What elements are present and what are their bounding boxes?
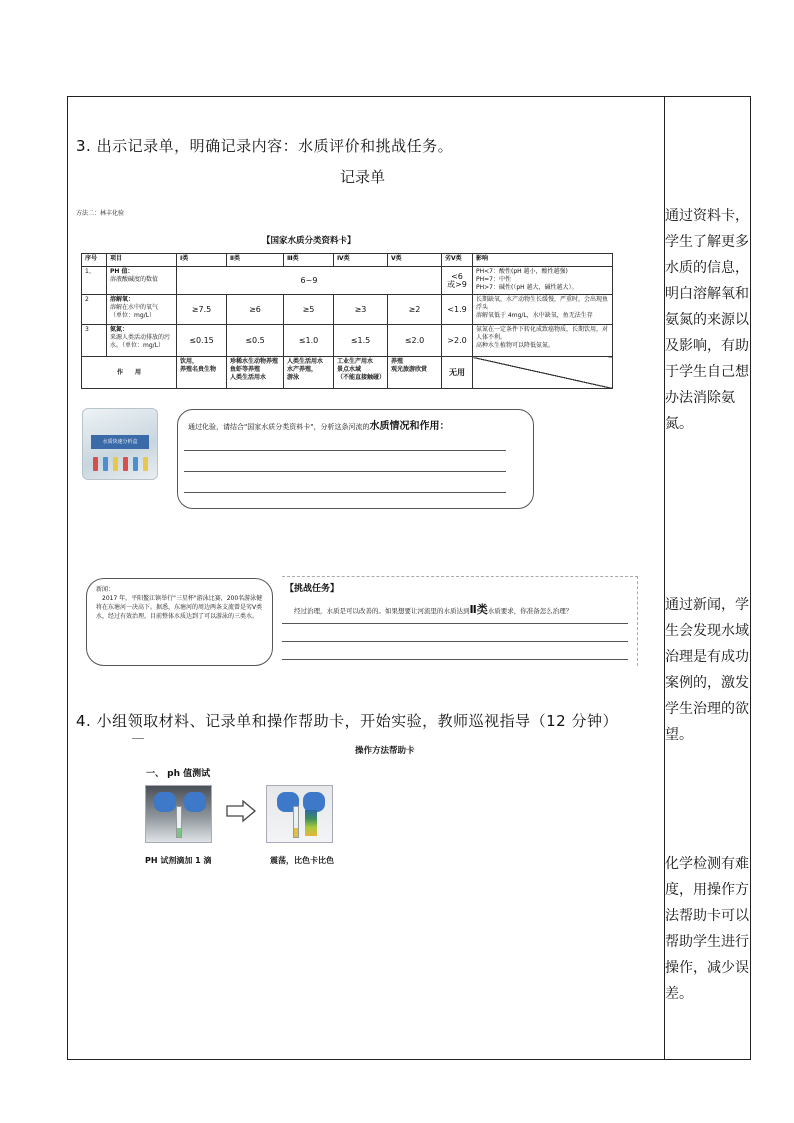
use-cell: 人类生活用水 水产养殖， 游泳	[284, 357, 334, 389]
item-desc: 来源人类活动排放的污水。（单位：mg/L）	[110, 334, 171, 349]
kit-vial	[93, 457, 98, 471]
kit-vial	[113, 457, 118, 471]
uses-label: 作 用	[82, 357, 177, 389]
value-cell: ≥2	[388, 295, 442, 325]
help-card-title: 操作方法帮助卡	[355, 746, 415, 756]
item-cell	[107, 267, 177, 295]
use-cell: 工业生产用水 景点水域 （不能直接触碰）	[334, 357, 388, 389]
method-note: 方法二：林丰化验	[76, 210, 125, 217]
header-cell: 劣Ⅴ类	[442, 254, 473, 267]
value-cell: ≥6	[227, 295, 284, 325]
side-note-news: 通过新闻，学生会发现水域治理是有成功案例的，激发学生治理的欲望。	[665, 597, 749, 743]
header-cell: Ⅲ类	[284, 254, 334, 267]
challenge-title: 【挑战任务】	[285, 584, 340, 594]
caption-shake-compare: 震荡，比色卡比色	[270, 856, 334, 865]
row-number: 1、	[82, 267, 107, 295]
step-4-heading: 4. 小组领取材料、记录单和操作帮助卡，开始实验，教师巡视指导（12 分钟）	[76, 712, 618, 730]
header-cell: Ⅴ类	[388, 254, 442, 267]
inferior-use-cell: 无用	[442, 357, 473, 389]
value-cell: ≤1.0	[284, 325, 334, 357]
standard-card-title: 【国家水质分类资料卡】	[262, 236, 356, 246]
header-cell: 影响	[473, 254, 613, 267]
table-row-ph	[82, 267, 613, 295]
table-header-row	[82, 254, 613, 267]
record-sheet-title: 记录单	[340, 168, 386, 186]
effect-cell: 氨氮在一定条件下转化成致癌物质，长期饮用，对人体不利。 高种水生植物可以降低氨氮。	[473, 325, 613, 357]
value-cell: ≥7.5	[177, 295, 227, 325]
step-3-heading: 3. 出示记录单，明确记录内容：水质评价和挑战任务。	[76, 137, 454, 155]
item-name: 氨氮：	[110, 326, 129, 333]
value-cell: ≥5	[284, 295, 334, 325]
header-cell: 序号	[82, 254, 107, 267]
dash-mark	[132, 738, 144, 739]
header-cell: Ⅱ类	[227, 254, 284, 267]
test-kit-image	[82, 408, 158, 480]
header-cell: 项目	[107, 254, 177, 267]
ph-test-heading: 一、 ph 值测试	[146, 769, 211, 779]
answer-line[interactable]	[184, 471, 506, 472]
use-cell: 养殖 观光旅游欣赏	[388, 357, 442, 389]
answer-line[interactable]	[184, 450, 506, 451]
analysis-emphasis: 水质情况和作用：	[369, 421, 450, 432]
answer-line[interactable]	[282, 659, 628, 660]
item-desc: 溶液酸碱度的数值	[110, 276, 159, 283]
challenge-prompt: 经过治理，水质是可以改善的。如果想要让河流里的水质达到Ⅱ类水质要求，你准备怎么治理？	[294, 603, 573, 616]
item-cell	[107, 325, 177, 357]
answer-line[interactable]	[184, 492, 506, 493]
kit-label: 水质快速分析盒	[91, 435, 149, 449]
inferior-cell: <1.9	[442, 295, 473, 325]
header-cell: Ⅳ类	[334, 254, 388, 267]
challenge-emphasis: Ⅱ类	[469, 603, 488, 616]
caption-add-reagent: PH 试剂滴加 1 滴	[145, 856, 212, 865]
kit-vial	[143, 457, 148, 471]
item-cell	[107, 295, 177, 325]
analysis-prompt: 通过化验，请结合"国家水质分类资料卡"，分析这条河流的水质情况和作用：	[188, 421, 450, 432]
challenge-box	[282, 576, 638, 666]
ph-range-cell: 6~9	[177, 267, 442, 295]
kit-vial	[133, 457, 138, 471]
answer-line[interactable]	[282, 623, 628, 624]
row-number: 2	[82, 295, 107, 325]
inferior-cell: >2.0	[442, 325, 473, 357]
item-name: PH 值：	[110, 268, 134, 275]
header-cell: Ⅰ类	[177, 254, 227, 267]
value-cell: ≥3	[334, 295, 388, 325]
empty-diagonal-cell	[473, 357, 613, 389]
kit-vial	[123, 457, 128, 471]
table-row-uses	[82, 357, 613, 389]
answer-line[interactable]	[282, 641, 628, 642]
kit-vial	[103, 457, 108, 471]
row-number: 3	[82, 325, 107, 357]
side-note-info-card: 通过资料卡，学生了解更多水质的信息，明白溶解氧和氨氮的来源以及影响，有助于学生自己想办法消除氨氮。	[665, 208, 749, 432]
item-desc: 溶解在水中的氧气 （单位：mg/L）	[110, 304, 159, 319]
table-row-oxygen	[82, 295, 613, 325]
use-cell: 珍稀水生动物养殖 鱼虾等养殖 人类生活用水	[227, 357, 284, 389]
use-cell: 饮用， 养殖名贵生物	[177, 357, 227, 389]
value-cell: ≤0.15	[177, 325, 227, 357]
effect-cell: PH<7：酸性(pH 越小，酸性越强) PH=7：中性 PH>7：碱性(（pH 越大，碱性越大）。	[473, 267, 613, 295]
value-cell: ≤2.0	[388, 325, 442, 357]
analysis-box	[177, 409, 534, 509]
news-box	[86, 578, 273, 666]
photo-add-reagent	[145, 785, 212, 843]
water-quality-standard-table	[81, 253, 613, 389]
news-text: 新闻： 2017 年，平阳鳌江镇举行"三星杯"游泳比赛，200名游泳健将在东塘河一决高下。据悉，东塘河的周边两条支流曾是劣Ⅴ类水，经过有效治理，目前整体水质达到了可以游泳的三类水。	[96, 586, 263, 620]
table-row-ammonia	[82, 325, 613, 357]
effect-cell: 长期缺氧，水产动物生长缓慢，严重时，会出现鱼浮头 溶解氧低于 4mg/L，水中缺氧，鱼无法生存	[473, 295, 613, 325]
inferior-cell: <6 或>9	[442, 267, 473, 295]
next-step-arrow-icon	[225, 799, 257, 823]
item-name: 溶解氧：	[110, 296, 135, 303]
side-note-help-card: 化学检测有难度，用操作方法帮助卡可以帮助学生进行操作，减少误差。	[665, 856, 749, 1002]
value-cell: ≤1.5	[334, 325, 388, 357]
photo-color-compare	[266, 785, 333, 843]
value-cell: ≤0.5	[227, 325, 284, 357]
